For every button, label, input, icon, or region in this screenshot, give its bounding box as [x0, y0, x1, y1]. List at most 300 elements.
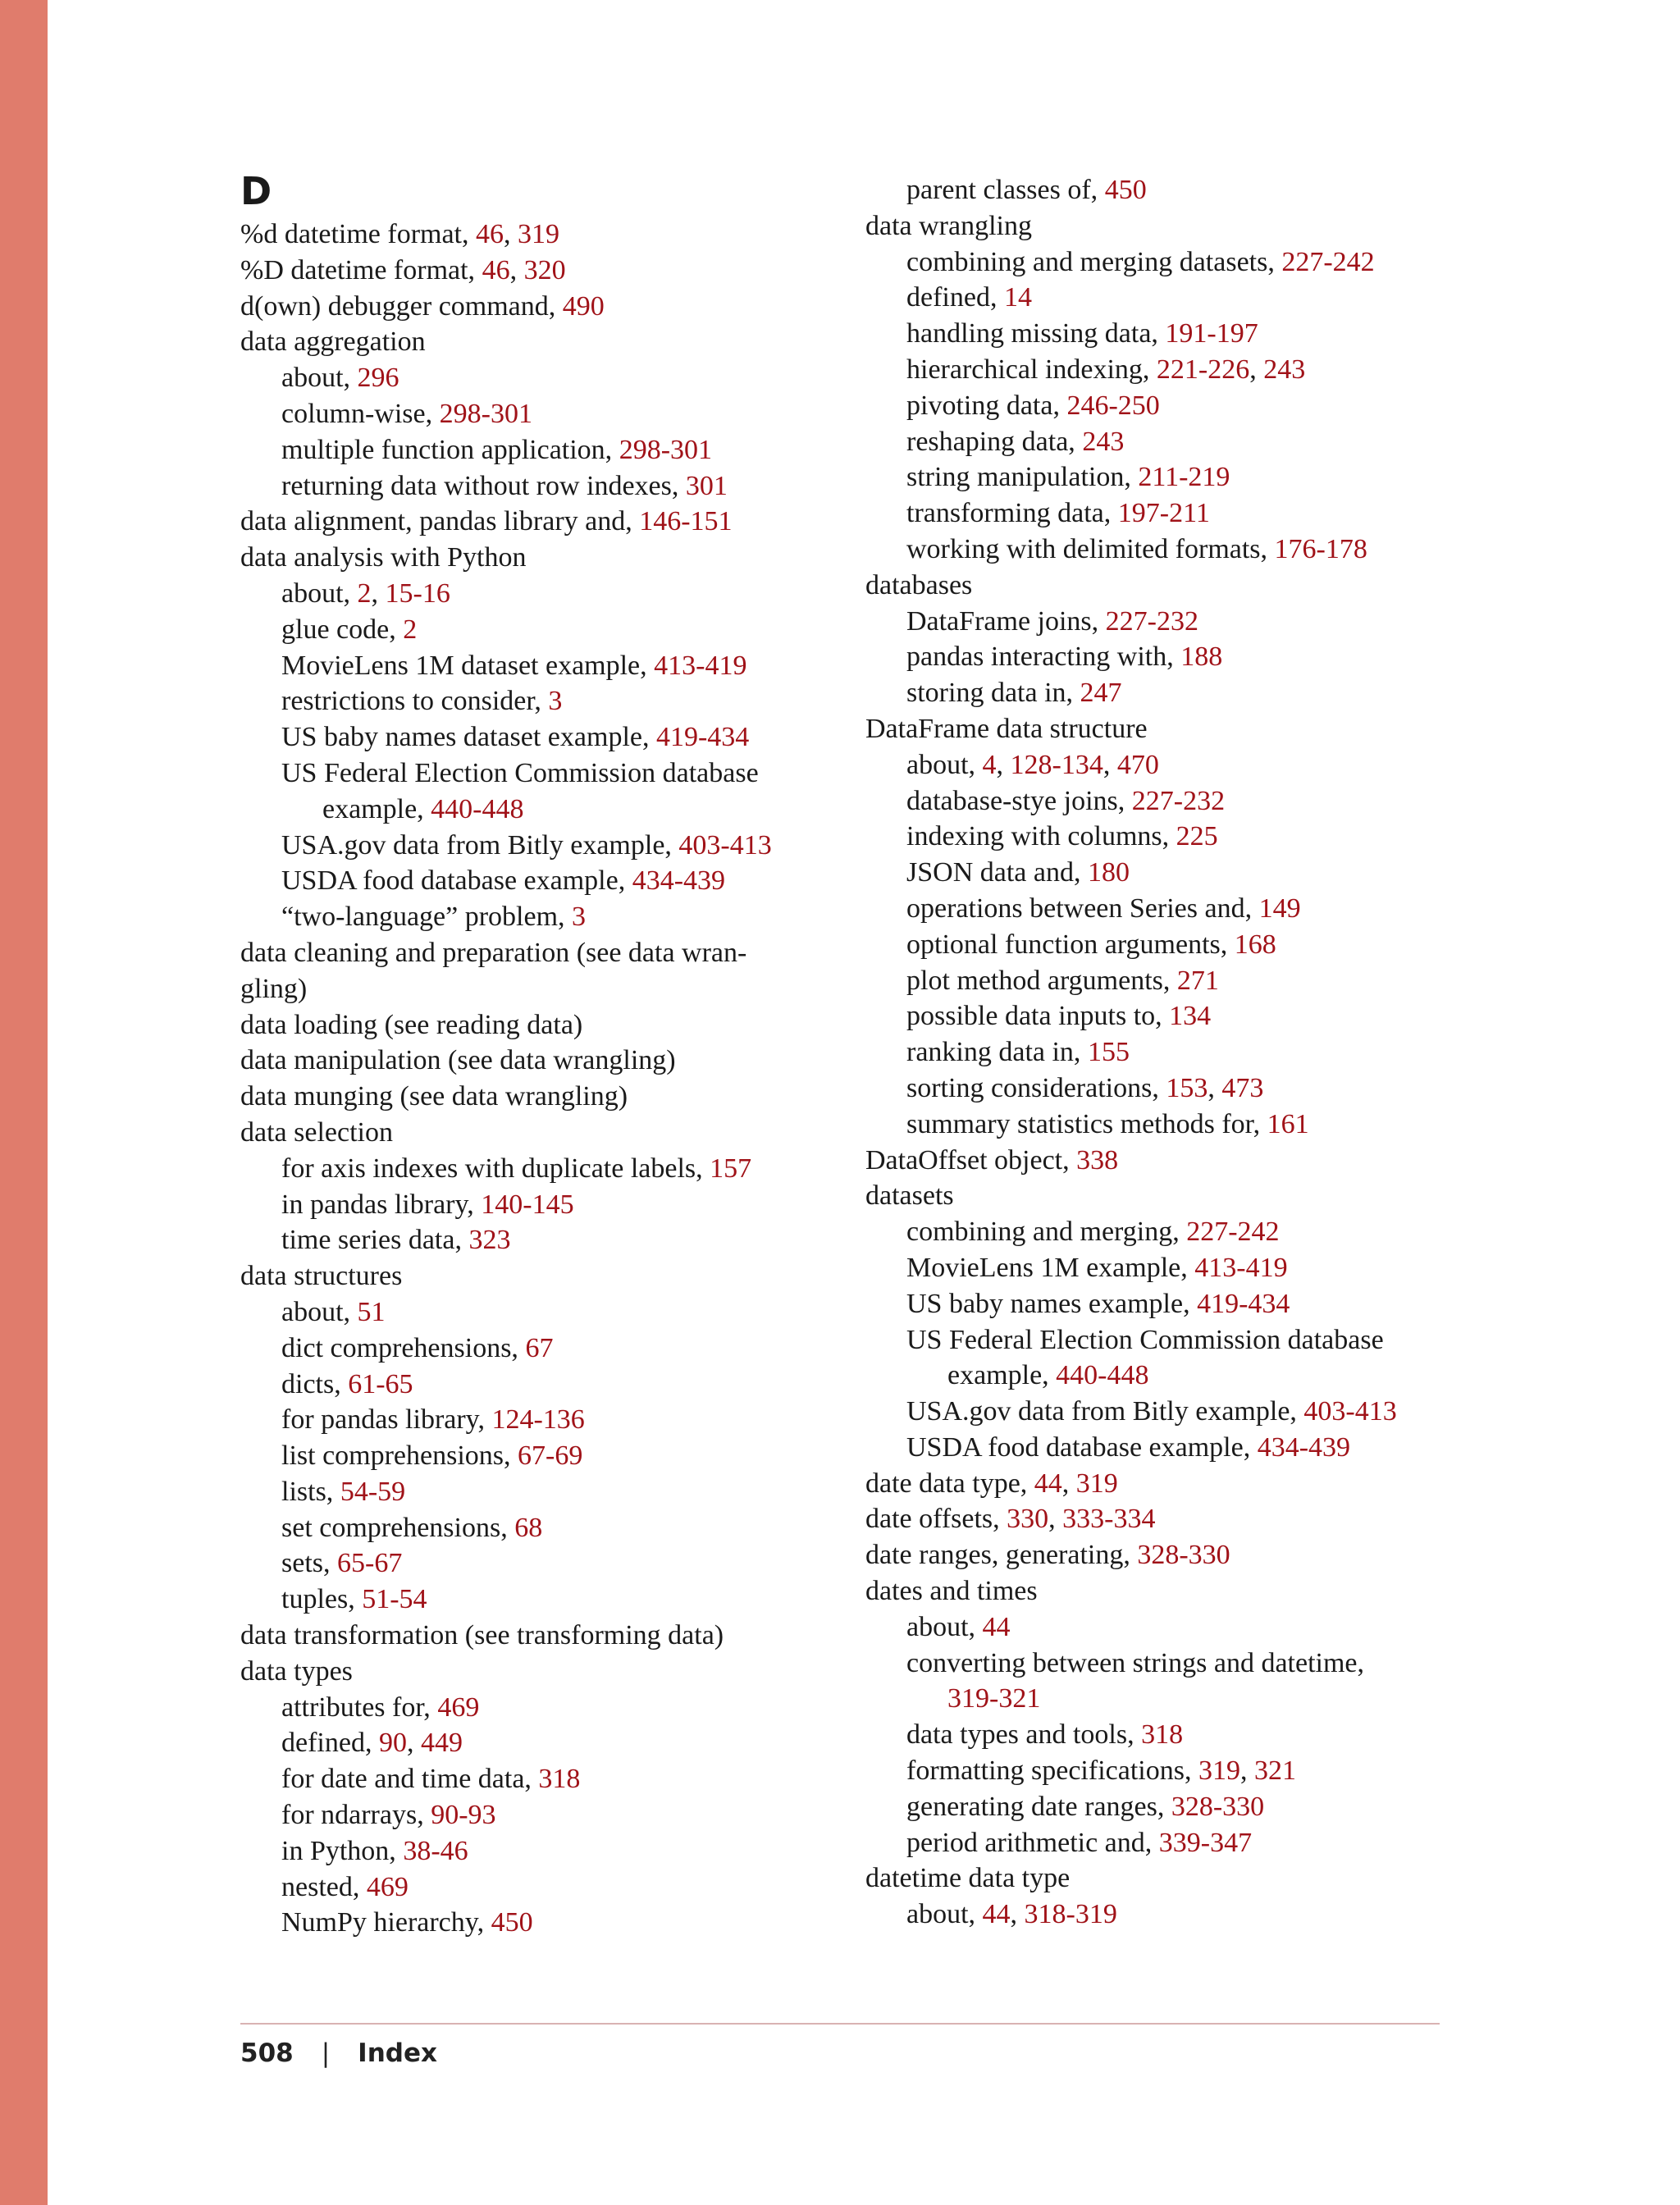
ref-separator: , [1208, 1072, 1222, 1103]
ref-separator: , [1239, 1755, 1254, 1787]
index-term: about, [906, 1611, 983, 1642]
page-reference-link[interactable]: 68 [514, 1512, 543, 1543]
index-term: time series data, [281, 1225, 469, 1256]
ref-separator: , [1048, 1504, 1063, 1535]
index-term: sorting considerations, [906, 1072, 1166, 1103]
index-term: %D datetime format, [240, 254, 482, 285]
index-term: possible data inputs to, [906, 1001, 1170, 1032]
page-reference-link[interactable]: 15-16 [385, 578, 450, 609]
index-subentry [865, 495, 1456, 532]
page-reference-link[interactable]: 90-93 [431, 1800, 496, 1831]
page-reference-link[interactable]: 211-219 [1138, 462, 1230, 493]
index-entry-continuation [240, 971, 847, 1007]
index-term: USDA food database example, [906, 1431, 1258, 1463]
index-term: for date and time data, [281, 1764, 539, 1795]
index-entry [240, 540, 847, 576]
index-term: data cleaning and preparation (see data wran- [240, 937, 747, 968]
index-subentry [240, 1761, 847, 1797]
index-letter-heading: D [240, 169, 272, 213]
index-subentry [865, 1717, 1456, 1753]
index-entry-continuation [865, 1358, 1456, 1394]
index-subentry [240, 863, 847, 899]
index-term: data types and tools, [906, 1719, 1142, 1751]
page-reference-link[interactable]: 419-434 [1197, 1288, 1290, 1319]
page-reference-link[interactable]: 321 [1253, 1755, 1296, 1787]
index-term: transforming data, [906, 498, 1118, 529]
page-reference-link[interactable]: 46 [482, 254, 510, 285]
page-reference-link[interactable]: 298-301 [439, 398, 532, 429]
footer-section: Index [358, 2038, 437, 2068]
index-subentry [240, 719, 847, 756]
index-subentry [240, 1367, 847, 1403]
ref-separator: , [1061, 1468, 1076, 1499]
index-term: databases [865, 569, 973, 600]
index-term: dict comprehensions, [281, 1332, 526, 1363]
index-subentry [865, 927, 1456, 963]
page-reference-link[interactable]: 176-178 [1274, 533, 1367, 564]
index-entry [865, 1860, 1456, 1897]
index-entry [240, 1258, 847, 1294]
page-reference-link[interactable]: 221-226 [1156, 354, 1250, 385]
index-term: date data type, [865, 1468, 1034, 1499]
page-reference-link[interactable]: 46 [476, 219, 504, 249]
index-subentry [240, 612, 847, 648]
page-reference-link[interactable]: 339-347 [1158, 1827, 1253, 1858]
index-subentry [240, 432, 847, 468]
index-subentry [865, 1646, 1456, 1682]
index-term: period arithmetic and, [906, 1827, 1159, 1858]
index-subentry [865, 352, 1456, 388]
index-entry [865, 1466, 1456, 1502]
index-term: restrictions to consider, [281, 686, 549, 717]
index-term: generating date ranges, [906, 1791, 1171, 1822]
index-term: pivoting data, [906, 390, 1067, 421]
index-term: “two-language” problem, [281, 902, 573, 933]
page-reference-link[interactable]: 65-67 [337, 1548, 403, 1579]
page-reference-link[interactable]: 403-413 [1303, 1396, 1397, 1427]
index-subentry [865, 1250, 1456, 1286]
page-reference-link[interactable]: 157 [710, 1153, 752, 1184]
index-entry [240, 1115, 847, 1151]
index-subentry [240, 683, 847, 719]
index-subentry [865, 783, 1456, 819]
index-term: data wrangling [865, 210, 1032, 241]
page-reference-link[interactable]: 14 [1003, 282, 1032, 313]
page-reference-link[interactable]: 54-59 [340, 1476, 406, 1507]
index-subentry [865, 1214, 1456, 1250]
index-subentry [240, 1331, 847, 1367]
page-reference-link[interactable]: 247 [1080, 678, 1122, 709]
page-reference-link[interactable]: 246-250 [1066, 390, 1160, 421]
index-subentry [240, 828, 847, 864]
ref-separator: , [1249, 354, 1264, 385]
index-term: operations between Series and, [906, 892, 1259, 924]
index-term: summary statistics methods for, [906, 1108, 1267, 1139]
index-term: gling) [240, 973, 308, 1004]
index-subentry [865, 172, 1456, 208]
index-subentry [865, 1034, 1456, 1071]
page-reference-link[interactable]: 328-330 [1137, 1540, 1230, 1571]
page-reference-link[interactable]: 44 [982, 1611, 1011, 1642]
index-entry [240, 1043, 847, 1079]
page-reference-link[interactable]: 197-211 [1117, 498, 1210, 529]
page-reference-link[interactable]: 51 [357, 1296, 386, 1327]
page-reference-link[interactable]: 328-330 [1171, 1791, 1265, 1822]
page-reference-link[interactable]: 319 [1075, 1468, 1118, 1499]
index-subentry [240, 1797, 847, 1833]
index-term: JSON data and, [906, 857, 1088, 888]
page-reference-link[interactable]: 155 [1087, 1037, 1130, 1068]
index-subentry [240, 1905, 847, 1941]
index-subentry [865, 244, 1456, 281]
index-subentry [240, 1187, 847, 1223]
index-term: DataOffset object, [865, 1144, 1077, 1176]
page-reference-link[interactable]: 319 [1198, 1755, 1240, 1787]
index-subentry [865, 855, 1456, 891]
index-subentry [240, 1869, 847, 1906]
page-reference-link[interactable]: 413-419 [654, 650, 747, 681]
index-term: data transformation (see transforming data) [240, 1620, 724, 1651]
page-reference-link[interactable]: 434-439 [632, 865, 726, 897]
index-subentry [865, 280, 1456, 316]
index-term: data munging (see data wrangling) [240, 1081, 628, 1112]
page-reference-link[interactable]: 490 [562, 290, 605, 322]
page-reference-link[interactable]: 227-242 [1186, 1217, 1280, 1248]
index-subentry [865, 1789, 1456, 1825]
index-term: example, [322, 793, 431, 824]
index-term: string manipulation, [906, 462, 1139, 493]
index-term: example, [947, 1360, 1057, 1391]
page-reference-link[interactable]: 140-145 [481, 1189, 574, 1220]
index-entry [865, 1537, 1456, 1573]
page-reference-link[interactable]: 227-232 [1105, 605, 1198, 637]
page-reference-link[interactable]: 243 [1263, 354, 1306, 385]
page-reference-link[interactable]: 318 [1141, 1719, 1184, 1751]
page-reference-link[interactable]: 153 [1166, 1072, 1208, 1103]
index-subentry [240, 648, 847, 684]
index-term: plot method arguments, [906, 965, 1177, 996]
index-entry [865, 1178, 1456, 1214]
page-reference-link[interactable]: 161 [1267, 1108, 1309, 1139]
index-term: dates and times [865, 1576, 1038, 1607]
index-subentry [865, 963, 1456, 999]
index-term: for pandas library, [281, 1404, 492, 1436]
index-subentry [865, 1609, 1456, 1646]
index-subentry [240, 756, 847, 792]
index-term: NumPy hierarchy, [281, 1907, 491, 1938]
page-reference-link[interactable]: 318-319 [1024, 1899, 1117, 1930]
index-term: for ndarrays, [281, 1800, 431, 1831]
ref-separator: , [1010, 1899, 1025, 1930]
index-entry [240, 253, 847, 289]
index-entry [240, 1618, 847, 1654]
page-reference-link[interactable]: 180 [1087, 857, 1130, 888]
index-subentry [865, 424, 1456, 460]
index-term: returning data without row indexes, [281, 470, 686, 501]
index-entry [240, 935, 847, 971]
index-column-right [865, 172, 1456, 1933]
page-reference-link[interactable]: 434-439 [1257, 1431, 1351, 1463]
page-reference-link[interactable]: 469 [437, 1691, 480, 1723]
page-reference-link[interactable]: 3 [548, 686, 563, 717]
ref-separator: , [504, 219, 518, 249]
page-reference-link[interactable]: 227-232 [1131, 785, 1226, 816]
index-subentry [240, 1438, 847, 1474]
page-reference-link[interactable]: 470 [1116, 749, 1159, 780]
index-term: combining and merging, [906, 1217, 1187, 1248]
index-term: in pandas library, [281, 1189, 482, 1220]
index-column-left [240, 169, 847, 1941]
page-reference-link[interactable]: 67-69 [518, 1440, 583, 1472]
index-subentry [240, 1222, 847, 1258]
index-term: ranking data in, [906, 1037, 1088, 1068]
index-term: d(own) debugger command, [240, 290, 563, 322]
index-term: data types [240, 1655, 353, 1687]
index-entry [865, 208, 1456, 244]
index-term: data structures [240, 1261, 403, 1292]
index-term: optional function arguments, [906, 929, 1235, 960]
index-term: %d datetime format, [240, 219, 477, 249]
page-reference-link[interactable]: 319 [518, 219, 560, 249]
index-subentry [240, 396, 847, 432]
page-reference-link[interactable]: 38-46 [403, 1835, 468, 1866]
index-entry [240, 1654, 847, 1690]
footer-separator: | [321, 2038, 331, 2068]
index-term: list comprehensions, [281, 1440, 518, 1472]
index-term: pandas interacting with, [906, 641, 1181, 673]
page-reference-link[interactable]: 2 [357, 578, 372, 609]
index-term: data aggregation [240, 326, 426, 358]
index-entry [865, 1143, 1456, 1179]
index-term: DataFrame data structure [865, 713, 1148, 744]
index-term: sets, [281, 1548, 337, 1579]
index-subentry [240, 1833, 847, 1869]
index-subentry [865, 747, 1456, 783]
index-term: glue code, [281, 614, 404, 645]
index-term: nested, [281, 1871, 367, 1902]
index-subentry [240, 899, 847, 935]
page-reference-link[interactable]: 449 [420, 1728, 463, 1759]
ref-separator: , [996, 749, 1011, 780]
page-reference-link[interactable]: 225 [1176, 821, 1218, 852]
index-term: US Federal Election Commission database [906, 1324, 1384, 1355]
page-reference-link[interactable]: 4 [982, 749, 997, 780]
index-subentry [865, 388, 1456, 424]
index-term: set comprehensions, [281, 1512, 515, 1543]
index-subentry [865, 891, 1456, 927]
index-term: about, [281, 578, 358, 609]
index-term: attributes for, [281, 1691, 438, 1723]
page-footer [240, 2034, 437, 2072]
index-subentry [865, 998, 1456, 1034]
index-term: multiple function application, [281, 434, 619, 465]
page-reference-link[interactable]: 413-419 [1194, 1252, 1288, 1283]
index-subentry [865, 675, 1456, 711]
page-reference-link[interactable]: 473 [1221, 1072, 1264, 1103]
index-entry-continuation [865, 1681, 1456, 1717]
index-subentry [240, 1294, 847, 1331]
page-reference-link[interactable]: 51-54 [362, 1584, 427, 1615]
index-subentry [865, 1897, 1456, 1933]
page-reference-link[interactable]: 469 [366, 1871, 409, 1902]
index-term: data analysis with Python [240, 542, 527, 573]
index-term: working with delimited formats, [906, 533, 1275, 564]
page-reference-link[interactable]: 440-448 [1056, 1360, 1149, 1391]
index-term: MovieLens 1M dataset example, [281, 650, 655, 681]
page-reference-link[interactable]: 61-65 [348, 1368, 413, 1399]
page-reference-link[interactable]: 227-242 [1281, 246, 1375, 277]
index-subentry [240, 1545, 847, 1582]
page-reference-link[interactable]: 440-448 [431, 793, 524, 824]
index-term: column-wise, [281, 398, 440, 429]
page-reference-link[interactable]: 134 [1169, 1001, 1212, 1032]
index-subentry [240, 1402, 847, 1438]
page-reference-link[interactable]: 128-134 [1010, 749, 1103, 780]
page-reference-link[interactable]: 419-434 [655, 722, 750, 753]
index-term: dicts, [281, 1368, 349, 1399]
page-reference-link[interactable]: 318 [538, 1764, 581, 1795]
index-subentry [240, 1725, 847, 1761]
ref-separator: , [371, 578, 386, 609]
index-term: US Federal Election Commission database [281, 757, 759, 788]
index-term: DataFrame joins, [906, 605, 1106, 637]
index-subentry [865, 1753, 1456, 1789]
index-term: combining and merging datasets, [906, 246, 1282, 277]
index-entry [240, 217, 847, 253]
page-reference-link[interactable]: 90 [378, 1728, 407, 1759]
index-term: converting between strings and datetime, [906, 1647, 1364, 1678]
index-term: about, [906, 1899, 983, 1930]
index-term: about, [281, 363, 358, 394]
page-reference-link[interactable]: 146-151 [639, 506, 733, 537]
index-term: USA.gov data from Bitly example, [906, 1396, 1304, 1427]
index-term: US baby names example, [906, 1288, 1198, 1319]
page-reference-link[interactable]: 44 [1034, 1468, 1062, 1499]
index-term: formatting specifications, [906, 1755, 1198, 1787]
index-term: MovieLens 1M example, [906, 1252, 1195, 1283]
index-term: for axis indexes with duplicate labels, [281, 1153, 710, 1184]
index-entry [865, 711, 1456, 747]
page-number: 508 [240, 2038, 294, 2068]
index-subentry [865, 1825, 1456, 1861]
index-subentry [240, 576, 847, 612]
ref-separator: , [1102, 749, 1117, 780]
page-reference-link[interactable]: 2 [403, 614, 418, 645]
index-subentry [865, 639, 1456, 675]
index-term: date offsets, [865, 1504, 1007, 1535]
index-term: datetime data type [865, 1863, 1071, 1894]
page-reference-link[interactable]: 188 [1180, 641, 1223, 673]
ref-separator: , [509, 254, 524, 285]
index-subentry [865, 1071, 1456, 1107]
page-reference-link[interactable]: 330 [1007, 1504, 1049, 1535]
index-subentry [865, 819, 1456, 855]
page-reference-link[interactable]: 403-413 [678, 829, 772, 861]
index-term: date ranges, generating, [865, 1540, 1138, 1571]
index-subentry [865, 316, 1456, 352]
index-subentry [865, 459, 1456, 495]
page-reference-link[interactable]: 168 [1234, 929, 1276, 960]
page-reference-link[interactable]: 301 [685, 470, 728, 501]
index-entry [865, 1501, 1456, 1537]
page-reference-link[interactable]: 298-301 [619, 434, 713, 465]
index-term: in Python, [281, 1835, 404, 1866]
index-term: database-stye joins, [906, 785, 1132, 816]
index-entry [240, 504, 847, 540]
chapter-edge-bar [0, 0, 48, 2205]
index-entry [240, 324, 847, 360]
index-entry [240, 1007, 847, 1043]
index-subentry [865, 604, 1456, 640]
index-term: tuples, [281, 1584, 363, 1615]
index-subentry [865, 1286, 1456, 1322]
index-subentry [865, 1322, 1456, 1358]
index-term: defined, [906, 282, 1004, 313]
page-reference-link[interactable]: 333-334 [1062, 1504, 1156, 1535]
index-term: lists, [281, 1476, 340, 1507]
page-reference-link[interactable]: 149 [1258, 892, 1301, 924]
page-reference-link[interactable]: 67 [525, 1332, 554, 1363]
index-term: defined, [281, 1728, 379, 1759]
index-subentry [240, 468, 847, 504]
index-subentry [240, 1582, 847, 1618]
index-term: USDA food database example, [281, 865, 632, 897]
index-term: US baby names dataset example, [281, 722, 656, 753]
page-reference-link[interactable]: 323 [468, 1225, 511, 1256]
page-reference-link[interactable]: 191-197 [1165, 318, 1258, 349]
index-subentry [865, 1394, 1456, 1430]
index-term: about, [281, 1296, 358, 1327]
index-subentry [865, 1430, 1456, 1466]
index-term: indexing with columns, [906, 821, 1176, 852]
index-subentry [240, 1690, 847, 1726]
index-entry [240, 1079, 847, 1115]
ref-separator: , [406, 1728, 421, 1759]
index-subentry [865, 1107, 1456, 1143]
index-term: datasets [865, 1180, 954, 1212]
index-term: data alignment, pandas library and, [240, 506, 640, 537]
index-term: data loading (see reading data) [240, 1009, 583, 1040]
page-reference-link[interactable]: 338 [1076, 1144, 1119, 1176]
index-subentry [240, 1474, 847, 1510]
index-term: hierarchical indexing, [906, 354, 1157, 385]
index-subentry [240, 360, 847, 396]
page-reference-link[interactable]: 243 [1082, 426, 1125, 457]
page-reference-link[interactable]: 296 [357, 363, 399, 394]
page-reference-link[interactable]: 124-136 [491, 1404, 585, 1436]
index-term: reshaping data, [906, 426, 1083, 457]
page-reference-link[interactable]: 450 [1104, 175, 1147, 205]
page-reference-link[interactable]: 320 [523, 254, 566, 285]
index-entry [865, 1573, 1456, 1609]
page-reference-link[interactable]: 3 [572, 902, 587, 933]
index-term: storing data in, [906, 678, 1080, 709]
index-subentry [865, 532, 1456, 568]
index-entry-continuation [240, 792, 847, 828]
footer-rule [240, 2023, 1440, 2025]
page-reference-link[interactable]: 271 [1176, 965, 1219, 996]
page-reference-link[interactable]: 319-321 [947, 1683, 1041, 1714]
index-subentry [240, 1151, 847, 1187]
index-term: data manipulation (see data wrangling) [240, 1045, 676, 1076]
index-term: USA.gov data from Bitly example, [281, 829, 679, 861]
page-reference-link[interactable]: 450 [491, 1907, 533, 1938]
index-term: data selection [240, 1116, 393, 1148]
index-subentry [240, 1510, 847, 1546]
index-entry [240, 289, 847, 325]
page-reference-link[interactable]: 44 [982, 1899, 1011, 1930]
index-term: about, [906, 749, 983, 780]
